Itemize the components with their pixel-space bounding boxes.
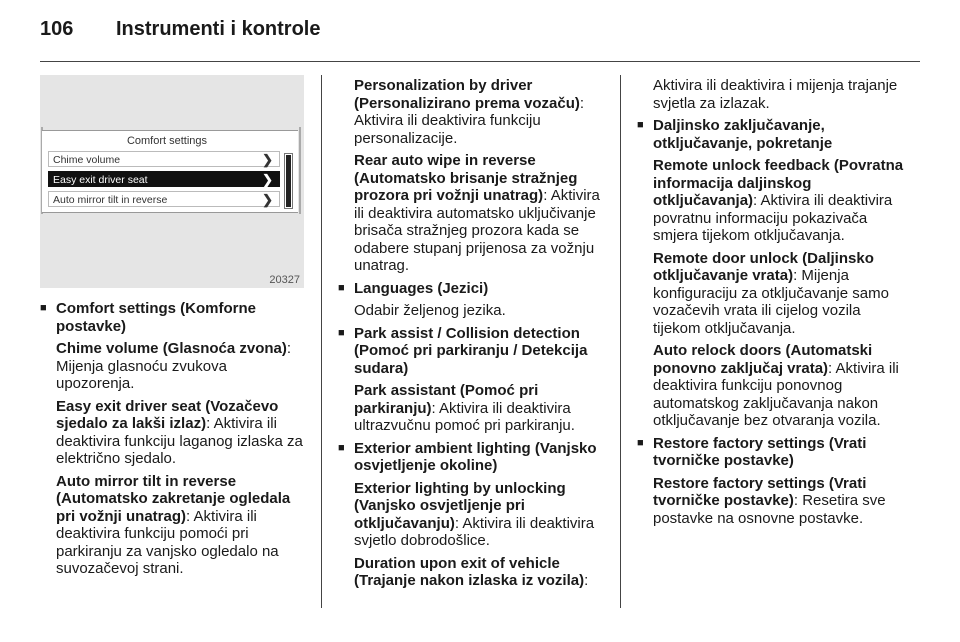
setting-description: Personalization by driver (Personalizirano prema vozaču): Aktivira ili deaktivira funkciju personalizacije. — [354, 77, 585, 147]
section-heading: Comfort settings (Komforne postavke) — [56, 300, 256, 335]
screen-bezel-right — [299, 127, 301, 214]
setting-description: Remote door unlock (Daljinsko otključavanje vrata): Mijenja konfiguraciju za otključavanje samo vozačevih vrata ili cijelog vozila tijekom otključavanja. — [653, 249, 889, 337]
setting-description: Easy exit driver seat (Vozačevo sjedalo za lakši izlaz): Aktivira ili deaktivira funkciju laganog izlaska za električno sjedalo. — [56, 397, 303, 467]
chapter-title: Instrumenti i kontrole — [116, 18, 321, 40]
bullet-square-icon: ■ — [40, 302, 47, 314]
column-divider-1 — [321, 75, 322, 608]
chevron-right-icon: ❯ — [262, 152, 273, 167]
setting-description: Aktivira ili deaktivira i mijenja trajanje svjetla za izlazak. — [653, 77, 898, 112]
menu-item-easy-exit-driver-seat[interactable] — [48, 171, 280, 187]
setting-description: Chime volume (Glasnoća zvona): Mijenja glasnoću zvukova upozorenja. — [56, 340, 292, 392]
menu-scrollbar[interactable] — [284, 153, 293, 209]
section-heading: Restore factory settings (Vrati tvorničke postavke) — [653, 434, 867, 469]
bullet-square-icon: ■ — [338, 281, 345, 294]
header-divider — [40, 61, 920, 62]
bullet-item — [338, 280, 608, 298]
bullet-square-icon: ■ — [637, 436, 644, 449]
setting-description: Rear auto wipe in reverse (Automatsko brisanje stražnjeg prozora pri vožnji unatrag): Aktivira ili deaktivira automatsko uključivanje brisača stražnjeg prozora kada se odabere stupanj prijenosa za vožnju unatrag. — [354, 152, 600, 274]
column-divider-2 — [620, 75, 621, 608]
bullet-item — [637, 435, 912, 470]
setting-description: Park assistant (Pomoć pri parkiranju): Aktivira ili deaktivira ultrazvučnu pomoć pri parkiranju. — [354, 382, 575, 434]
scrollbar-thumb[interactable] — [286, 155, 291, 207]
setting-description: Remote unlock feedback (Povratna informacija daljinskog otključavanja): Aktivira ili deaktivira povratnu informaciju pokazivača smjera tijekom otključavanja. — [653, 157, 904, 244]
setting-description: Restore factory settings (Vrati tvorničke postavke): Resetira sve postavke na osnovne postavke. — [653, 474, 886, 527]
menu-item-chime-volume[interactable] — [48, 151, 280, 167]
page-number: 106 — [40, 18, 74, 40]
bullet-square-icon: ■ — [338, 441, 345, 454]
bullet-square-icon: ■ — [338, 326, 345, 339]
setting-description: Odabir željenog jezika. — [354, 302, 506, 319]
section-heading: Park assist / Collision detection (Pomoć pri parkiranju / Detekcija sudara) — [354, 324, 588, 377]
column-2 — [338, 77, 608, 595]
figure-code: 20327 — [269, 274, 300, 286]
section-heading: Languages (Jezici) — [354, 279, 489, 297]
column-3 — [637, 77, 912, 532]
setting-description: Duration upon exit of vehicle (Trajanje nakon izlaska iz vozila): — [354, 554, 589, 589]
bullet-item — [338, 325, 608, 378]
menu-item-label: Chime volume — [53, 154, 121, 166]
comfort-settings-figure — [40, 75, 304, 288]
section-heading: Daljinsko zaključavanje, otključavanje, pokretanje — [653, 117, 833, 152]
display-screen — [42, 130, 298, 213]
chevron-right-icon: ❯ — [262, 172, 273, 187]
setting-description: Exterior lighting by unlocking (Vanjsko osvjetljenje pri otključavanju): Aktivira ili deaktivira svjetlo dobrodošlice. — [354, 479, 595, 549]
bullet-item — [637, 117, 912, 152]
section-heading: Exterior ambient lighting (Vanjsko osvjetljenje okoline) — [354, 439, 597, 474]
setting-description: Auto relock doors (Automatski ponovno zaključaj vrata): Aktivira ili deaktivira funkciju ponovnog automatskog zaključavanja nakon otključavanje bez otvaranja vozila. — [653, 342, 899, 429]
chevron-right-icon: ❯ — [262, 192, 273, 207]
bullet-item — [338, 440, 608, 475]
page-header — [40, 18, 920, 48]
bullet-square-icon: ■ — [637, 119, 644, 131]
setting-description: Auto mirror tilt in reverse (Automatsko zakretanje ogledala pri vožnji unatrag): Aktivira ili deaktivira funkciju pomoći pri parkiranju za vanjsko ogledalo na suvozačevoj strani. — [56, 472, 291, 577]
menu-item-auto-mirror-tilt[interactable] — [48, 191, 280, 207]
menu-item-label: Easy exit driver seat — [53, 174, 148, 186]
bullet-item — [40, 300, 308, 335]
menu-item-label: Auto mirror tilt in reverse — [53, 194, 168, 206]
column-1 — [40, 300, 308, 583]
menu-title: Comfort settings — [126, 135, 208, 147]
